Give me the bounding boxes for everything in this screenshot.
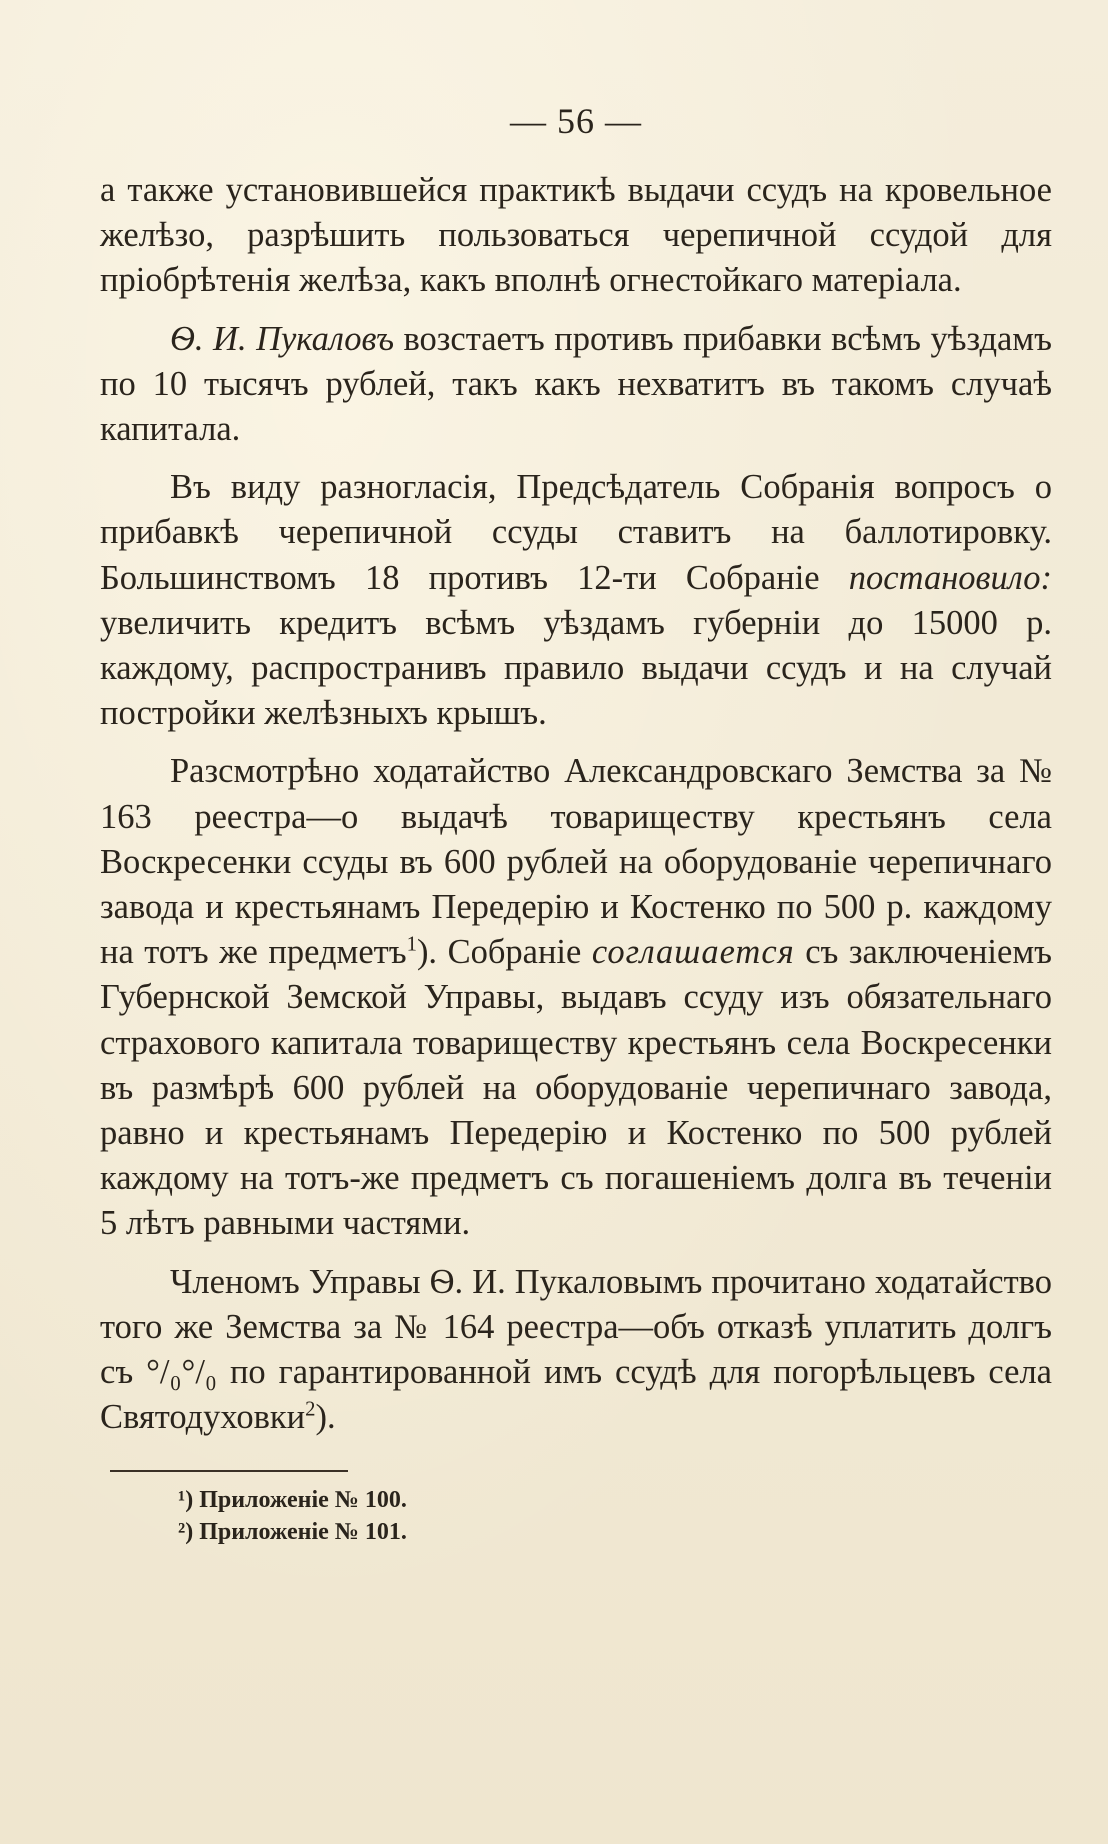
paragraph-5 xyxy=(100,1260,1052,1441)
resolution-word: постановило: xyxy=(848,558,1052,597)
paragraph-3-text-b: увеличить кредитъ всѣмъ уѣздамъ губерніи до 15000 р. каждому, распространивъ правило выдачи ссудъ и на случай постройки желѣзныхъ крышъ. xyxy=(100,603,1052,733)
body-text xyxy=(100,168,1052,1440)
paragraph-2-text: возстаетъ противъ прибавки всѣмъ уѣздамъ по 10 тысячъ рублей, такъ какъ нехватитъ въ такомъ случаѣ капитала. xyxy=(100,319,1052,449)
paragraph-4 xyxy=(100,749,1052,1246)
agreement-word: соглашается xyxy=(591,933,795,972)
page-number: — 56 — xyxy=(510,101,642,141)
paragraph-5-text-a: Членомъ Управы Ѳ. И. Пукаловымъ прочитано ходатайство того же Земства за № 164 реестра—объ отказѣ уплатить долгъ съ xyxy=(100,1262,1052,1392)
paragraph-3 xyxy=(100,465,1052,736)
paragraph-5-text-b: по гарантированной имъ ссудѣ для погорѣльцевъ села Святодуховки xyxy=(100,1353,1052,1437)
paragraph-3-text-a: Въ виду разногласія, Предсѣдатель Собранія вопросъ о прибавкѣ черепичной ссуды ставитъ на баллотировку. Большинствомъ 18 противъ 12-ти Собраніе xyxy=(100,468,1052,597)
footnote-1 xyxy=(178,1484,1052,1516)
footnote-1-text: Приложеніе № 100. xyxy=(199,1487,407,1514)
paragraph-4-text-a: Разсмотрѣно ходатайство Александровскаго Земства за № 163 реестра—о выдачѣ товариществу крестьянъ села Воскресенки ссуды въ 600 рублей на оборудованіе черепичнаго завода и крестьянамъ Передерію и Костенко по 500 р. каждому на тотъ же предметъ xyxy=(100,752,1052,972)
footnote-2-mark: ²) xyxy=(178,1519,194,1546)
footnote-1-mark: ¹) xyxy=(178,1487,194,1514)
speaker-name: Ѳ. И. Пукаловъ xyxy=(170,319,394,358)
footnote-ref-1: 1 xyxy=(406,933,417,956)
footnote-2 xyxy=(178,1516,1052,1548)
paragraph-4-text-b: ). Собраніе xyxy=(416,933,592,972)
footnote-ref-2: 2 xyxy=(305,1398,316,1421)
percent-sign: °/₀°/₀ xyxy=(146,1353,217,1392)
paragraph-4-text-c: съ заключеніемъ Губернской Земской Управы, выдавъ ссуду изъ обязательнаго страхового капитала товариществу крестьянъ села Воскресенки въ размѣрѣ 600 рублей на оборудованіе черепичнаго завода, равно и крестьянамъ Передерію и Костенко по 500 рублей каждому на тотъ-же предметъ съ погашеніемъ долга въ теченіи 5 лѣтъ равными частями. xyxy=(100,933,1052,1243)
footnote-divider xyxy=(110,1470,348,1472)
footnote-2-text: Приложеніе № 101. xyxy=(199,1519,407,1546)
paragraph-5-text-c: ). xyxy=(315,1398,336,1437)
paragraph-2 xyxy=(100,317,1052,453)
paragraph-1: а также установившейся практикѣ выдачи ссудъ на кровельное желѣзо, разрѣшить пользоваться черепичной ссудой для пріобрѣтенія желѣза, какъ вполнѣ огнестойкаго матеріала. xyxy=(100,171,1052,300)
